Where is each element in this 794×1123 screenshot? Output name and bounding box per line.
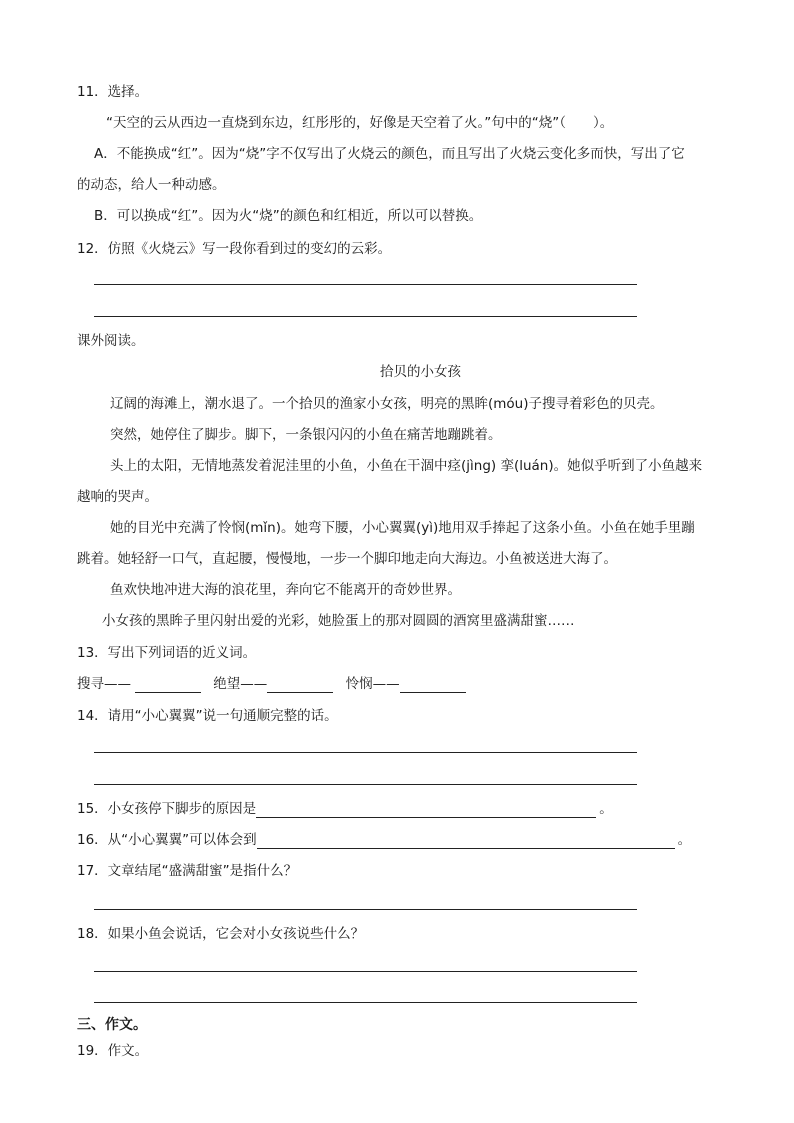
passage-paragraph: 辽阔的海滩上，潮水退了。一个拾贝的渔家小女孩，明亮的黑眸(móu)子搜寻着彩色的贝壳。 [110,396,664,412]
q13-word-1: 搜寻—— [77,676,131,692]
answer-blank[interactable] [256,803,596,818]
passage-paragraph-cont: 越响的哭声。 [77,489,158,505]
q19-stem: 19．作文。 [77,1043,149,1059]
answer-line[interactable] [94,909,637,910]
q16-stem: 16．从“小心翼翼”可以体会到 [77,832,257,848]
answer-line[interactable] [94,316,637,317]
answer-blank[interactable] [135,678,201,693]
q15-end: 。 [599,801,613,817]
q17-stem: 17．文章结尾“盛满甜蜜”是指什么？ [77,863,298,879]
q13-word-2: 绝望—— [213,676,268,692]
q11-option-b: B．可以换成“红”。因为火“烧”的颜色和红相近，所以可以替换。 [94,208,483,224]
reading-heading: 课外阅读。 [77,333,145,349]
q11-stem: 11．选择。 [77,84,149,100]
passage-paragraph: 她的目光中充满了怜悯(mǐn)。她弯下腰，小心翼翼(yì)地用双手捧起了这条小鱼。小鱼在她手里蹦 [110,520,695,536]
q12-stem: 12．仿照《火烧云》写一段你看到过的变幻的云彩。 [77,241,392,257]
answer-line[interactable] [94,1002,637,1003]
passage-title: 拾贝的小女孩 [380,364,461,380]
q11-option-a-line2: 的动态，给人一种动感。 [77,177,226,193]
section-heading: 三、作文。 [77,1017,147,1033]
q11-quote: “天空的云从西边一直烧到东边，红彤彤的，好像是天空着了火。”句中的“烧”（ ）。 [106,115,614,131]
passage-paragraph-cont: 跳着。她轻舒一口气，直起腰，慢慢地，一步一个脚印地走向大海边。小鱼被送进大海了。 [77,551,617,567]
q16-row [77,831,691,849]
q13-words-row [77,675,466,693]
q13-word-3: 怜悯—— [345,676,400,692]
q13-stem: 13．写出下列词语的近义词。 [77,645,257,661]
q15-stem: 15．小女孩停下脚步的原因是 [77,801,257,817]
passage-paragraph: 小女孩的黑眸子里闪射出爱的光彩，她脸蛋上的那对圆圆的酒窝里盛满甜蜜…… [102,613,575,629]
answer-line[interactable] [94,284,637,285]
passage-paragraph: 鱼欢快地冲进大海的浪花里，奔向它不能离开的奇妙世界。 [110,582,461,598]
passage-paragraph: 突然，她停住了脚步。脚下，一条银闪闪的小鱼在痛苦地蹦跳着。 [110,427,502,443]
answer-line[interactable] [94,752,637,753]
answer-line[interactable] [94,784,637,785]
q18-stem: 18．如果小鱼会说话，它会对小女孩说些什么？ [77,926,365,942]
answer-blank[interactable] [267,678,333,693]
answer-line[interactable] [94,971,637,972]
q16-end: 。 [677,832,692,848]
q15-row [77,800,613,818]
q11-option-a-line1: A．不能换成“红”。因为“烧”字不仅写出了火烧云的颜色，而且写出了火烧云变化多而快，写出了它 [94,146,685,162]
answer-blank[interactable] [400,678,466,693]
answer-blank[interactable] [257,834,675,849]
q14-stem: 14．请用“小心翼翼”说一句通顺完整的话。 [77,708,338,724]
passage-paragraph: 头上的太阳，无情地蒸发着泥洼里的小鱼，小鱼在干涸中痉(jìng) 挛(luán)。她似乎听到了小鱼越来 [110,458,703,474]
